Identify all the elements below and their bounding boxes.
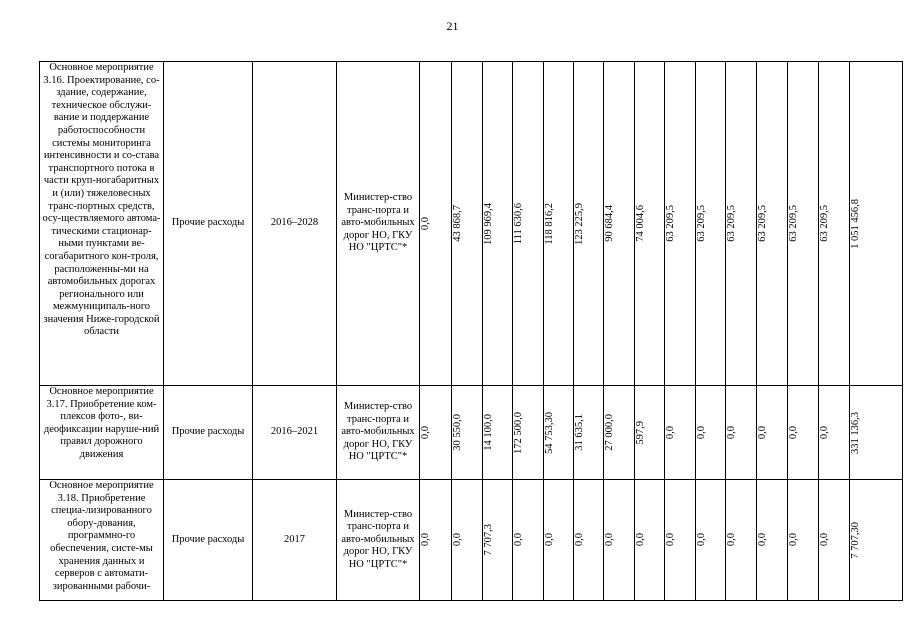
table-row <box>40 62 903 386</box>
value-cell <box>452 62 483 386</box>
value-cell <box>788 480 819 601</box>
value-text: 63 209,5 <box>788 205 799 242</box>
value-cell <box>819 62 850 386</box>
executor-cell: Министер-ство транс-порта и авто-мобильных дорог НО, ГКУ НО "ЦРТС"* <box>337 480 420 601</box>
value-text: 74 004,6 <box>635 205 646 242</box>
value-cell <box>574 386 604 480</box>
value-text: 63 209,5 <box>696 205 707 242</box>
period-cell: 2017 <box>253 480 337 601</box>
value-text: 111 630,6 <box>513 202 524 245</box>
expense-type-cell: Прочие расходы <box>164 480 253 601</box>
value-cell <box>665 386 696 480</box>
budget-table <box>39 61 903 601</box>
executor-cell: Министер-ство транс-порта и авто-мобильных дорог НО, ГКУ НО "ЦРТС"* <box>337 386 420 480</box>
value-text: 63 209,5 <box>726 205 737 242</box>
value-cell <box>819 386 850 480</box>
value-text: 0,0 <box>696 533 707 547</box>
table-row <box>40 480 903 601</box>
value-text: 54 753,30 <box>544 411 555 454</box>
value-text: 14 100,0 <box>483 414 494 451</box>
value-cell <box>726 386 757 480</box>
value-text: 0,0 <box>665 533 676 547</box>
table-row <box>40 386 903 480</box>
value-cell <box>604 62 635 386</box>
value-cell <box>665 480 696 601</box>
value-text: 123 225,9 <box>574 202 585 245</box>
value-cell <box>574 62 604 386</box>
value-cell <box>420 386 452 480</box>
value-text: 0,0 <box>544 533 555 547</box>
value-text: 331 136,3 <box>850 411 861 454</box>
value-cell <box>757 62 788 386</box>
page-number: 21 <box>446 19 459 33</box>
value-text: 7 707,30 <box>850 521 861 559</box>
expense-type-cell: Прочие расходы <box>164 62 253 386</box>
value-text: 27 000,0 <box>604 414 615 451</box>
value-cell <box>635 480 665 601</box>
value-text: 90 684,4 <box>604 205 615 242</box>
value-text: 109 969,4 <box>483 202 494 245</box>
period-cell: 2016–2021 <box>253 386 337 480</box>
value-text: 118 816,2 <box>544 202 555 245</box>
value-text: 0,0 <box>452 533 463 547</box>
value-cell <box>757 386 788 480</box>
value-cell <box>513 480 544 601</box>
value-text: 0,0 <box>788 533 799 547</box>
value-text: 0,0 <box>819 533 830 547</box>
value-text: 0,0 <box>420 216 431 231</box>
value-text: 7 707,3 <box>483 524 494 556</box>
value-cell <box>483 386 513 480</box>
value-text: 172 500,0 <box>513 411 524 454</box>
value-text: 63 209,5 <box>757 205 768 242</box>
value-cell <box>544 62 574 386</box>
value-cell <box>544 386 574 480</box>
value-cell <box>483 480 513 601</box>
value-cell <box>696 480 726 601</box>
value-text: 0,0 <box>696 425 707 440</box>
value-cell <box>604 480 635 601</box>
total-value-cell <box>850 62 903 386</box>
value-cell <box>635 62 665 386</box>
activity-name-cell: Основное мероприятие 3.16. Проектирование, со-здание, содержание, техническое обслужи-вание и поддержание работоспособности системы мониторинга интенсивности и со-става транспортного потока в части круп-ногабаритных и (или) тяжеловесных транс-портных средств, осу-ществляемого автома-тическими стационар-ными пунктами ве-согабаритного кон-троля, расположенны-ми на автомобильных дорогах регионального или межмуниципаль-ного значения Ниже-городской области <box>40 62 164 386</box>
value-text: 0,0 <box>788 425 799 440</box>
value-text: 0,0 <box>665 425 676 440</box>
value-text: 63 209,5 <box>819 205 830 242</box>
value-cell <box>420 480 452 601</box>
value-cell <box>696 386 726 480</box>
value-text: 1 051 456,8 <box>850 198 861 249</box>
value-cell <box>604 386 635 480</box>
total-value-cell <box>850 386 903 480</box>
value-text: 31 635,1 <box>574 414 585 451</box>
value-text: 0,0 <box>513 533 524 547</box>
value-cell <box>726 480 757 601</box>
value-text: 0,0 <box>574 533 585 547</box>
value-cell <box>544 480 574 601</box>
value-cell <box>635 386 665 480</box>
value-text: 0,0 <box>757 425 768 440</box>
value-text: 0,0 <box>726 425 737 440</box>
value-cell <box>788 386 819 480</box>
value-text: 0,0 <box>420 425 431 440</box>
value-cell <box>788 62 819 386</box>
period-cell: 2016–2028 <box>253 62 337 386</box>
expense-type-cell: Прочие расходы <box>164 386 253 480</box>
activity-name-cell: Основное мероприятие 3.18. Приобретение специа-лизированного обору-дования, программно-го обеспечения, систе-мы хранения данных и серверов с автомати-зированными рабочи- <box>40 480 164 601</box>
value-cell <box>452 386 483 480</box>
value-text: 0,0 <box>726 533 737 547</box>
value-cell <box>665 62 696 386</box>
value-text: 0,0 <box>635 533 646 547</box>
value-cell <box>513 62 544 386</box>
value-text: 63 209,5 <box>665 205 676 242</box>
value-cell <box>513 386 544 480</box>
value-cell <box>483 62 513 386</box>
value-cell <box>696 62 726 386</box>
value-text: 30 550,0 <box>452 414 463 451</box>
value-cell <box>420 62 452 386</box>
total-value-cell <box>850 480 903 601</box>
value-cell <box>819 480 850 601</box>
value-text: 0,0 <box>757 533 768 547</box>
activity-name-cell: Основное мероприятие 3.17. Приобретение ком-плексов фото-, ви-деофиксации наруше-ний правил дорожного движения <box>40 386 164 480</box>
value-text: 43 868,7 <box>452 205 463 242</box>
executor-cell: Министер-ство транс-порта и авто-мобильных дорог НО, ГКУ НО "ЦРТС"* <box>337 62 420 386</box>
value-cell <box>574 480 604 601</box>
value-cell <box>726 62 757 386</box>
value-text: 0,0 <box>604 533 615 547</box>
value-cell <box>452 480 483 601</box>
value-text: 0,0 <box>420 533 431 547</box>
value-cell <box>757 480 788 601</box>
value-text: 597,9 <box>635 420 646 445</box>
value-text: 0,0 <box>819 425 830 440</box>
